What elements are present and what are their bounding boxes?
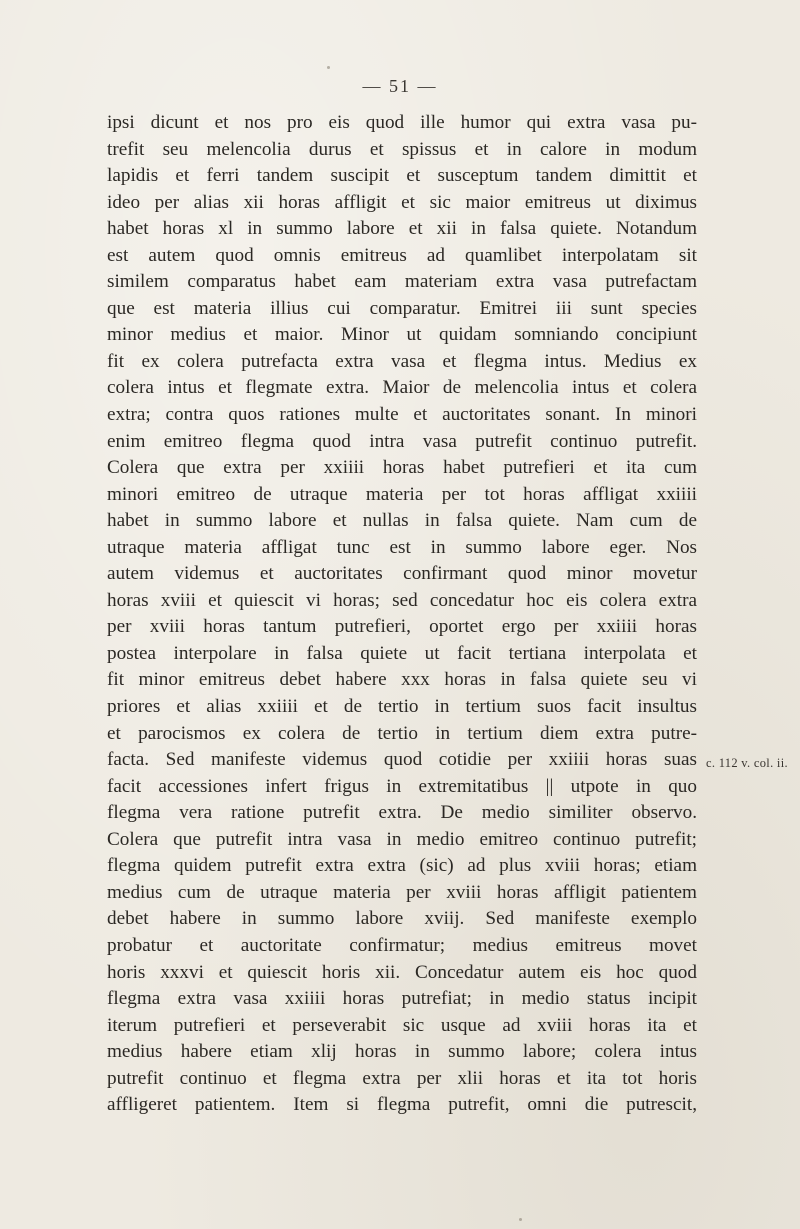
text-line: utraque materia affligat tunc est in summo labore eger. Nos [107, 536, 697, 558]
text-line: postea interpolare in falsa quiete ut facit tertiana interpolata et [107, 642, 697, 664]
text-line: et parocismos ex colera de tertio in tertium diem extra putre- [107, 722, 697, 744]
text-line: habet in summo labore et nullas in falsa quiete. Nam cum de [107, 510, 697, 532]
text-line: similem comparatus habet eam materiam extra vasa putrefactam [107, 271, 697, 293]
text-line: Colera que extra per xxiiii horas habet putrefieri et ita cum [107, 457, 697, 479]
text-line: fit minor emitreus debet habere xxx horas in falsa quiete seu vi [107, 669, 697, 691]
text-line: priores et alias xxiiii et de tertio in tertium suos facit insultus [107, 696, 697, 718]
text-line: colera intus et flegmate extra. Maior de melencolia intus et colera [107, 377, 697, 399]
text-line: per xviii horas tantum putrefieri, oportet ergo per xxiiii horas [107, 616, 697, 638]
text-line: debet habere in summo labore xviij. Sed manifeste exemplo [107, 908, 697, 930]
text-line: flegma vera ratione putrefit extra. De medio similiter observo. [107, 802, 697, 824]
margin-note: c. 112 v. col. ii. [706, 756, 788, 770]
text-line: minori emitreo de utraque materia per tot horas affligat xxiiii [107, 483, 697, 505]
text-line: autem videmus et auctoritates confirmant quod minor movetur [107, 563, 697, 585]
text-line: lapidis et ferri tandem suscipit et susceptum tandem dimittit et [107, 165, 697, 187]
text-line: ipsi dicunt et nos pro eis quod ille humor qui extra vasa pu- [107, 112, 697, 133]
text-line: minor medius et maior. Minor ut quidam somniando concipiunt [107, 324, 697, 346]
text-line: flegma extra vasa xxiiii horas putrefiat; in medio status incipit [107, 988, 697, 1010]
text-line: iterum putrefieri et perseverabit sic usque ad xviii horas ita et [107, 1014, 697, 1036]
paper-speck [519, 1218, 522, 1221]
text-line: affligeret patientem. Item si flegma putrefit, omni die putrescit, [107, 1094, 697, 1116]
page-number: — 51 — [362, 76, 438, 96]
text-line: fit ex colera putrefacta extra vasa et flegma intus. Medius ex [107, 350, 697, 372]
text-line: horas xviii et quiescit vi horas; sed concedatur hoc eis colera extra [107, 589, 697, 611]
text-line: enim emitreo flegma quod intra vasa putrefit continuo putrefit. [107, 430, 697, 452]
text-line: extra; contra quos rationes multe et auctoritates sonant. In minori [107, 404, 697, 426]
text-line: facit accessiones infert frigus in extremitatibus || utpote in quo [107, 775, 697, 797]
text-line: probatur et auctoritate confirmatur; medius emitreus movet [107, 934, 697, 956]
text-line: flegma quidem putrefit extra extra (sic) ad plus xviii horas; etiam [107, 855, 697, 877]
text-line: trefit seu melencolia durus et spissus et in calore in modum [107, 138, 697, 160]
text-line: Colera que putrefit intra vasa in medio emitreo continuo putrefit; [107, 828, 697, 850]
text-line: medius cum de utraque materia per xviii horas affligit patientem [107, 881, 697, 903]
text-line: ideo per alias xii horas affligit et sic maior emitreus ut diximus [107, 191, 697, 213]
paper-speck [327, 66, 330, 69]
text-line: horis xxxvi et quiescit horis xii. Concedatur autem eis hoc quod [107, 961, 697, 983]
text-line: est autem quod omnis emitreus ad quamlibet interpolatam sit [107, 244, 697, 266]
text-line: facta. Sed manifeste videmus quod cotidie per xxiiii horas suas [107, 749, 697, 771]
text-line: putrefit continuo et flegma extra per xlii horas et ita tot horis [107, 1067, 697, 1089]
text-line: medius habere etiam xlij horas in summo labore; colera intus [107, 1041, 697, 1063]
text-line: habet horas xl in summo labore et xii in falsa quiete. Notandum [107, 218, 697, 240]
text-line: que est materia illius cui comparatur. Emitrei iii sunt species [107, 297, 697, 319]
body-text [107, 110, 697, 1119]
